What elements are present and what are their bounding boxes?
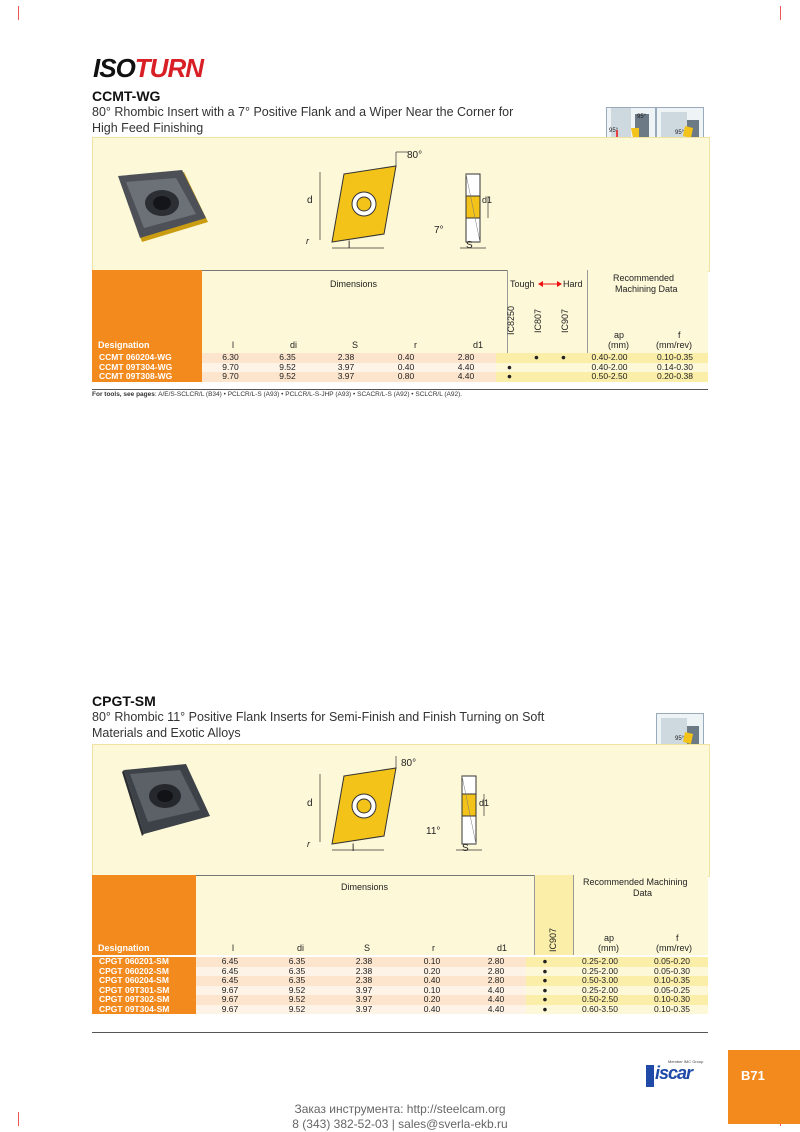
footer-order-line: Заказ инструмента: http://steelcam.org: [294, 1102, 506, 1116]
f-unit: (mm/rev): [656, 943, 692, 953]
insert-photo: [118, 762, 214, 842]
col-header-s: S: [364, 943, 371, 953]
dim-label-r: r: [306, 236, 309, 246]
approach-angle-icon: 95°: [656, 713, 704, 761]
designation-header: Designation: [98, 943, 150, 953]
tough-hard-arrow-icon: [538, 280, 562, 288]
dim-label-s: S: [466, 240, 473, 251]
isoturn-logo: ISOTURN: [93, 53, 204, 83]
table-row: CPGT 060201-SM 6.45 6.35 2.38 0.10 2.80 ● 0.25-2.00 0.05-0.20: [92, 957, 708, 967]
col-header-r: r: [432, 943, 435, 953]
col-header-di: di: [290, 340, 298, 350]
insert-drawing: [300, 754, 500, 866]
table-row: CCMT 060204-WG 6.30 6.35 2.38 0.40 2.80 ● ● 0.40-2.00 0.10-0.35: [92, 353, 708, 363]
grade-header: IC907: [560, 308, 570, 333]
dim-label-d1: d1: [482, 195, 493, 205]
table-row: CCMT 09T304-WG 9.70 9.52 3.97 0.40 4.40 ● 0.40-2.00 0.14-0.30: [92, 363, 708, 373]
angle-label: 80°: [401, 758, 417, 769]
dim-label-d: d: [307, 195, 313, 206]
crop-mark: [18, 6, 19, 20]
ap-header: ap: [614, 330, 625, 340]
f-header: f: [678, 330, 681, 340]
dim-label-l: l: [352, 843, 355, 854]
f-header: f: [676, 933, 679, 943]
data-table: [92, 353, 708, 382]
approach-angle-icon: 95°: [656, 107, 704, 155]
table-row: CPGT 060202-SM 6.45 6.35 2.38 0.20 2.80 ● 0.25-2.00 0.05-0.30: [92, 967, 708, 977]
grade-header: IC8250: [506, 305, 516, 335]
crop-mark: [780, 6, 781, 20]
col-header-di: di: [297, 943, 305, 953]
col-header-l: l: [232, 943, 234, 953]
tough-label: Tough: [510, 279, 535, 289]
dim-label-d: d: [307, 798, 313, 809]
col-header-d1: d1: [497, 943, 508, 953]
data-header: Data: [633, 888, 653, 898]
dimensions-header: Dimensions: [341, 882, 389, 892]
col-header-s: S: [352, 340, 359, 350]
flank-angle-label: 7°: [434, 225, 444, 236]
footer-contact-line: 8 (343) 382-52-03 | sales@sverla-ekb.ru: [292, 1117, 508, 1131]
section-description: 80° Rhombic 11° Positive Flank Inserts for Semi-Finish and Finish Turning on Soft Materials and Exotic Alloys: [92, 710, 545, 740]
dim-label-d1: d1: [479, 798, 490, 808]
section-title: CPGT-SM: [92, 693, 156, 709]
grade-header: IC807: [533, 308, 543, 333]
section-description: 80° Rhombic Insert with a 7° Positive Flank and a Wiper Near the Corner for High Feed Finishing: [92, 105, 514, 135]
data-table: [92, 957, 708, 1014]
table-row: CCMT 09T308-WG 9.70 9.52 3.97 0.80 4.40 ● 0.50-2.50 0.20-0.38: [92, 372, 708, 382]
col-header-r: r: [414, 340, 417, 350]
approach-angle-icon: 95° 95°: [606, 107, 656, 155]
insert-photo: [112, 170, 212, 250]
recommended-header: Recommended Machining: [583, 877, 688, 887]
recommended-header: Recommended: [613, 273, 675, 283]
page-number-tab: B71: [728, 1050, 800, 1124]
table-row: CPGT 060204-SM 6.45 6.35 2.38 0.40 2.80 ● 0.50-3.00 0.10-0.35: [92, 976, 708, 986]
machining-data-header: Machining Data: [615, 284, 678, 294]
dim-label-l: l: [348, 240, 351, 251]
iscar-logo: Member IMC Group iscar: [646, 1059, 712, 1089]
dim-label-s: S: [462, 843, 469, 854]
col-header-l: l: [232, 340, 234, 350]
tools-note: For tools, see pages: A/E/S-SCLCR/L (B34) • PCLCR/L-S (A93) • PCLCR/L-S-JHP (A93) • SCACR/L-S (A92) • SCLCR/L (A92).: [92, 391, 463, 398]
dimensions-header: Dimensions: [330, 279, 378, 289]
ap-header: ap: [604, 933, 615, 943]
angle-label: 80°: [407, 150, 423, 161]
ap-unit: (mm): [598, 943, 619, 953]
grade-header: IC907: [548, 927, 558, 952]
col-header-d1: d1: [473, 340, 484, 350]
f-unit: (mm/rev): [656, 340, 692, 350]
designation-header: Designation: [98, 340, 150, 350]
table-row: CPGT 09T304-SM 9.67 9.52 3.97 0.40 4.40 ● 0.60-3.50 0.10-0.35: [92, 1005, 708, 1015]
section-title: CCMT-WG: [92, 88, 161, 104]
table-row: CPGT 09T302-SM 9.67 9.52 3.97 0.20 4.40 ● 0.50-2.50 0.10-0.30: [92, 995, 708, 1005]
table-row: CPGT 09T301-SM 9.67 9.52 3.97 0.10 4.40 ● 0.25-2.00 0.05-0.25: [92, 986, 708, 996]
hard-label: Hard: [563, 279, 583, 289]
dim-label-r: r: [307, 839, 310, 849]
flank-angle-label: 11°: [426, 826, 441, 837]
ap-unit: (mm): [608, 340, 629, 350]
